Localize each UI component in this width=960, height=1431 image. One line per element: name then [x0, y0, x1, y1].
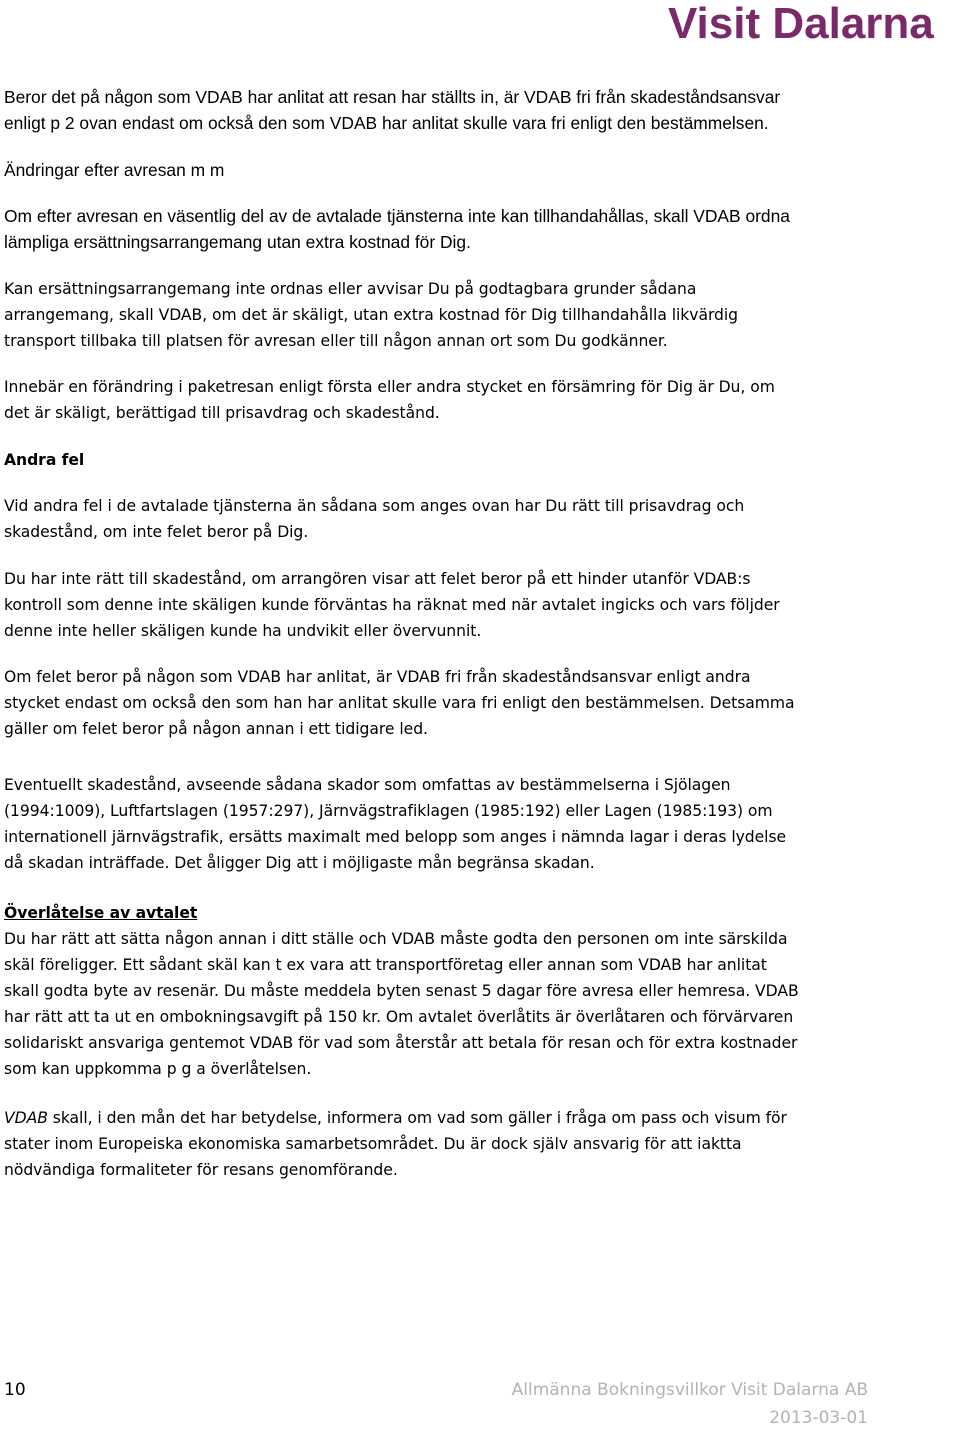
- footer-document-title: Allmänna Bokningsvillkor Visit Dalarna AB: [511, 1380, 868, 1400]
- paragraph-7: [4, 664, 954, 742]
- text-line: stycket endast om också den som han har anlitat skulle vara fri enligt den bestämmelsen. Detsamma: [4, 694, 795, 712]
- text-line: har rätt att ta ut en ombokningsavgift på 150 kr. Om avtalet överlåtits är överlåtaren och förvärvaren: [4, 1008, 794, 1026]
- paragraph-9: [4, 926, 954, 1082]
- page-number: 10: [4, 1380, 26, 1400]
- logo-wordmark: Visit Dalarna: [668, 0, 934, 46]
- text-line: Du har inte rätt till skadestånd, om arrangören visar att felet beror på ett hinder utanför VDAB:s: [4, 570, 751, 588]
- heading-text: Ändringar efter avresan m m: [4, 160, 225, 180]
- paragraph-2: [4, 203, 954, 255]
- text-line: enligt p 2 ovan endast om också den som VDAB har anlitat skulle vara fri enligt den bestämmelsen.: [4, 113, 769, 133]
- paragraph-10: [4, 1105, 954, 1183]
- paragraph-8: [4, 772, 954, 876]
- text-line: kontroll som denne inte skäligen kunde förväntas ha räknat med när avtalet ingicks och vars följder: [4, 596, 780, 614]
- heading-transfer-of-agreement: [4, 900, 954, 926]
- text-line: Innebär en förändring i paketresan enligt första eller andra stycket en försämring för Dig är Du, om: [4, 378, 775, 396]
- text-line: transport tillbaka till platsen för avresan eller till någon annan ort som Du godkänner.: [4, 332, 668, 350]
- text-line: Kan ersättningsarrangemang inte ordnas eller avvisar Du på godtagbara grunder sådana: [4, 280, 697, 298]
- text-line: skadestånd, om inte felet beror på Dig.: [4, 523, 309, 541]
- text-line: lämpliga ersättningsarrangemang utan extra kostnad för Dig.: [4, 232, 471, 252]
- text-line: då skadan inträffade. Det åligger Dig att i möjligaste mån begränsa skadan.: [4, 854, 595, 872]
- paragraph-6: [4, 566, 954, 644]
- heading-other-faults: [4, 447, 954, 473]
- heading-text: Andra fel: [4, 451, 85, 469]
- heading-changes-after-departure: [4, 157, 954, 183]
- heading-text: Överlåtelse av avtalet: [4, 904, 198, 922]
- paragraph-5: [4, 493, 954, 545]
- paragraph-4: [4, 374, 954, 426]
- paragraph-1: [4, 84, 954, 136]
- text-line: internationell järnvägstrafik, ersätts maximalt med belopp som anges i nämnda lagar i deras lydelse: [4, 828, 787, 846]
- text-line: Om efter avresan en väsentlig del av de avtalade tjänsterna inte kan tillhandahållas, skall VDAB ordna: [4, 206, 790, 226]
- text-line: solidariskt ansvariga gentemot VDAB för vad som återstår att betala för resan och för extra kostnader: [4, 1034, 798, 1052]
- text-line: Eventuellt skadestånd, avseende sådana skador som omfattas av bestämmelserna i Sjölagen: [4, 776, 731, 794]
- text-line: [4, 1105, 954, 1131]
- footer-date: 2013-03-01: [769, 1408, 868, 1428]
- text-line: denne inte heller skäligen kunde ha undvikit eller övervunnit.: [4, 622, 482, 640]
- text-line: Du har rätt att sätta någon annan i ditt ställe och VDAB måste godta den personen om inte särskilda: [4, 930, 788, 948]
- text-line: skäl föreligger. Ett sådant skäl kan t ex vara att transportföretag eller annan som VDAB har anlitat: [4, 956, 767, 974]
- text-line: gäller om felet beror på någon annan i ett tidigare led.: [4, 720, 428, 738]
- text-line: det är skäligt, berättigad till prisavdrag och skadestånd.: [4, 404, 440, 422]
- text-line: Vid andra fel i de avtalade tjänsterna än sådana som anges ovan har Du rätt till prisavdrag och: [4, 497, 745, 515]
- italic-vdab: VDAB: [4, 1109, 48, 1127]
- text-line: som kan uppkomma p g a överlåtelsen.: [4, 1060, 312, 1078]
- visit-dalarna-logo: [664, 0, 954, 46]
- text-line: (1994:1009), Luftfartslagen (1957:297), Järnvägstrafiklagen (1985:192) eller Lagen (1985:193) om: [4, 802, 773, 820]
- text-fragment: skall, i den mån det har betydelse, informera om vad som gäller i fråga om pass och visum för: [47, 1109, 787, 1127]
- text-line: arrangemang, skall VDAB, om det är skäligt, utan extra kostnad för Dig tillhandahålla likvärdig: [4, 306, 739, 324]
- text-line: Om felet beror på någon som VDAB har anlitat, är VDAB fri från skadeståndsansvar enligt andra: [4, 668, 751, 686]
- paragraph-3: [4, 276, 954, 354]
- text-line: stater inom Europeiska ekonomiska samarbetsområdet. Du är dock själv ansvarig för att iaktta: [4, 1135, 742, 1153]
- text-line: Beror det på någon som VDAB har anlitat att resan har ställts in, är VDAB fri från skadeståndsansvar: [4, 87, 781, 107]
- text-line: nödvändiga formaliteter för resans genomförande.: [4, 1161, 398, 1179]
- text-line: skall godta byte av resenär. Du måste meddela byten senast 5 dagar före avresa eller hemresa. VDAB: [4, 982, 799, 1000]
